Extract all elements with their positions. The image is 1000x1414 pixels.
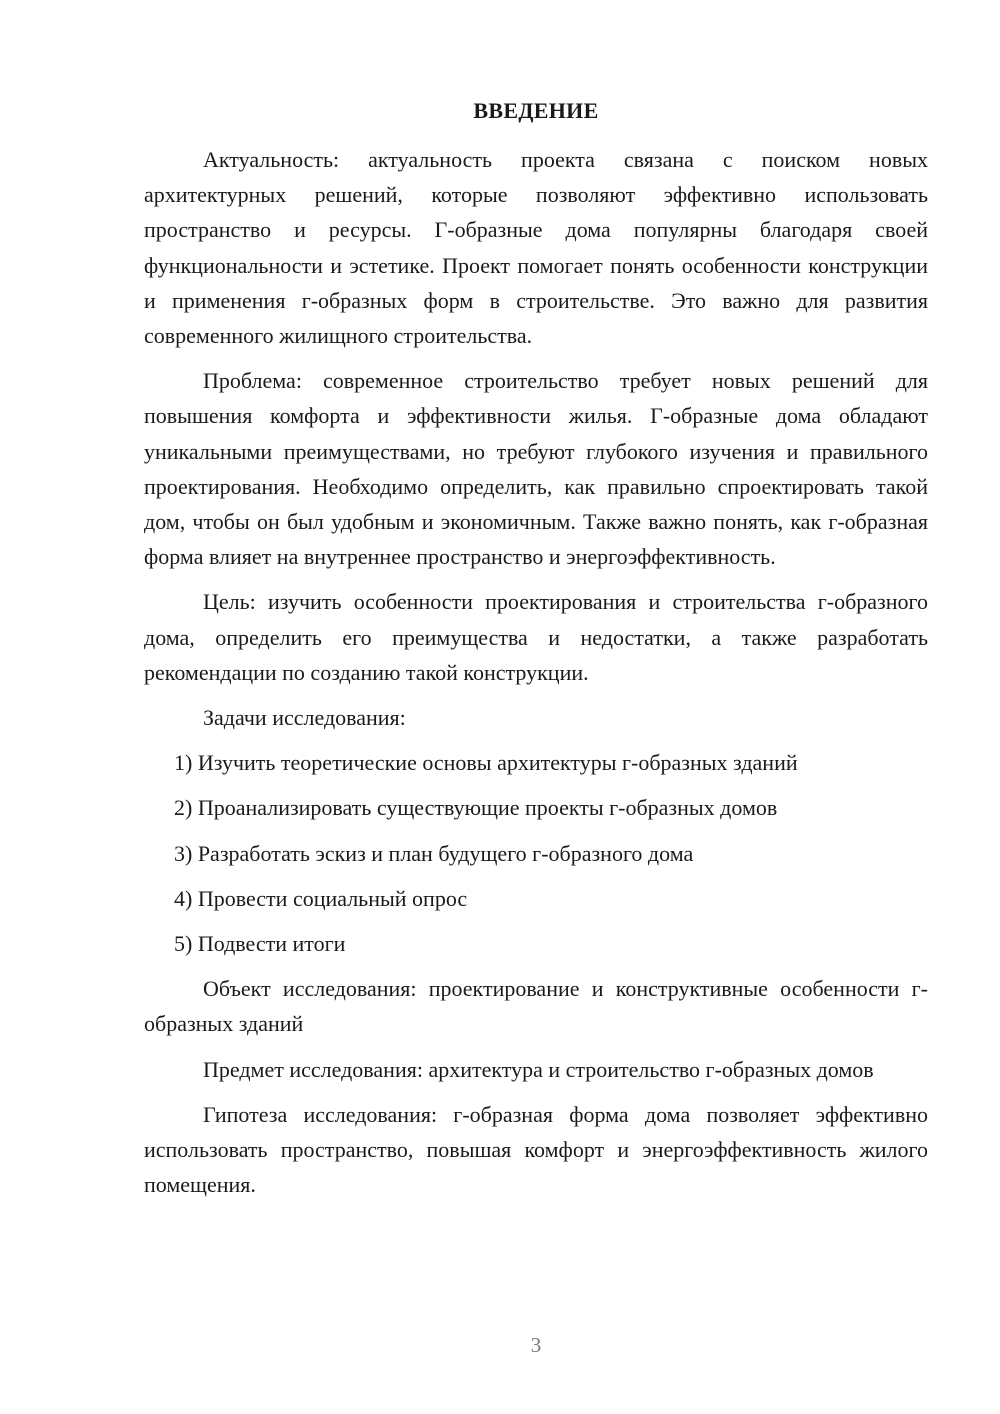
object-paragraph: Объект исследования: проектирование и конструктивные особенности г-образных зданий (144, 976, 928, 1037)
page-number: 3 (530, 1333, 542, 1357)
problem-paragraph: Проблема: современное строительство требует новых решений для повышения комфорта и эффективности жилья. Г-образные дома обладают уникальными преимуществами, но требуют глубокого изучения и правильного проектирования. Необходимо определить, как правильно спроектировать такой дом, чтобы он был удобным и экономичным. Также важно понять, как г-образная форма влияет на внутреннее пространство и энергоэффективность. (144, 368, 928, 570)
page-title: ВВЕДЕНИЕ (473, 98, 599, 123)
list-item: 5) Подвести итоги (174, 931, 346, 957)
hypothesis-paragraph: Гипотеза исследования: г-образная форма дома позволяет эффективно использовать пространство, повышая комфорт и энергоэффективность жилого помещения. (144, 1101, 928, 1198)
document-body (144, 142, 928, 1212)
list-item: 4) Провести социальный опрос (174, 885, 468, 911)
list-item: 1) Изучить теоретические основы архитектуры г-образных зданий (174, 750, 798, 776)
tasks-label: Задачи исследования: (203, 705, 406, 731)
tasks-list (144, 745, 928, 961)
list-item: 2) Проанализировать существующие проекты г-образных домов (174, 795, 778, 821)
goal-paragraph: Цель: изучить особенности проектирования и строительства г-образного дома, определить его преимущества и недостатки, а также разработать рекомендации по созданию такой конструкции. (144, 589, 928, 685)
subject-paragraph: Предмет исследования: архитектура и строительство г-образных домов (203, 1056, 874, 1082)
list-item: 3) Разработать эскиз и план будущего г-образного дома (174, 840, 694, 866)
relevance-paragraph: Актуальность: актуальность проекта связана с поиском новых архитектурных решений, которые позволяют эффективно использовать пространство и ресурсы. Г-образные дома популярны благодаря своей функциональности и эстетике. Проект помогает понять особенности конструкции и применения г-образных форм в строительстве. Это важно для развития современного жилищного строительства. (144, 147, 928, 349)
